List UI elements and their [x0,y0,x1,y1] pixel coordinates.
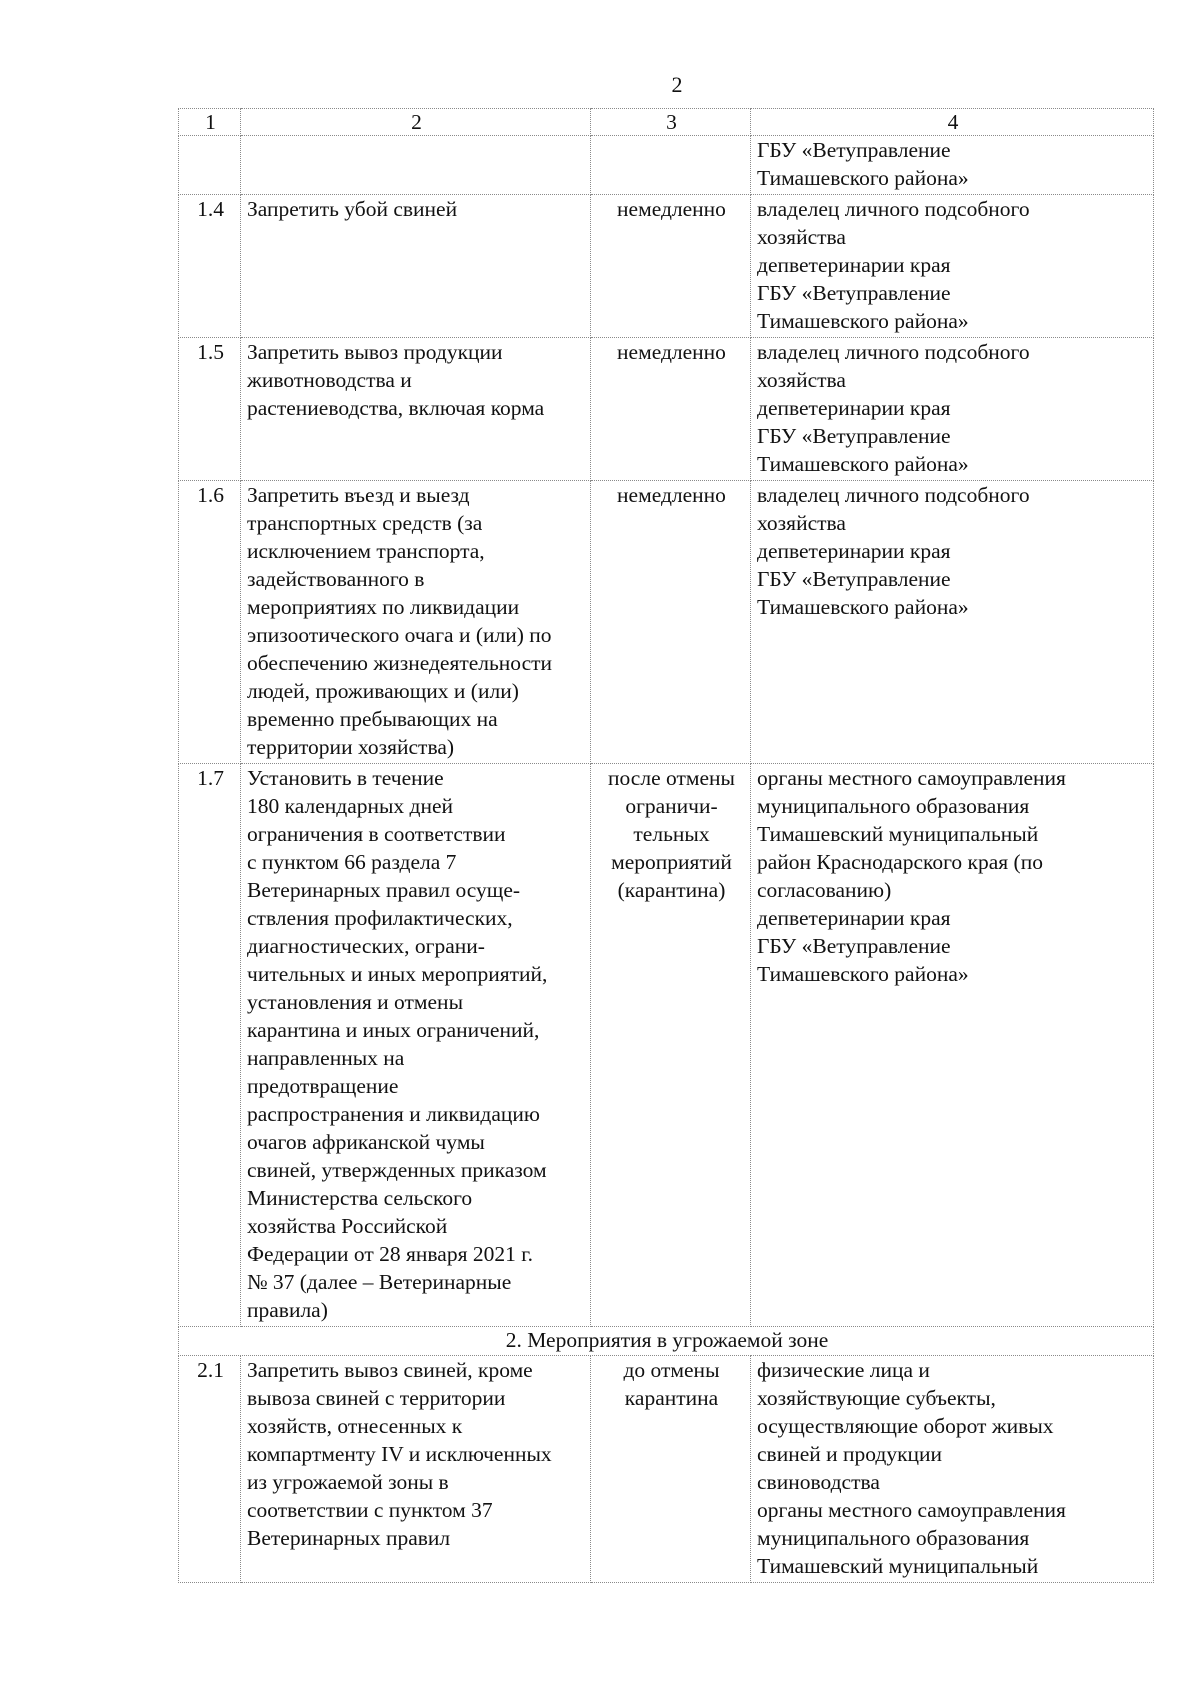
measure-cell-line: предотвращение [247,1074,399,1098]
responsible-cell [751,764,1154,1327]
deadline-cell-line: карантина [624,1386,719,1410]
measure-cell-line: Запретить убой свиней [247,197,458,221]
responsible-cell-line: Тимашевского района» [757,452,969,476]
header-col-3: 3 [591,109,751,136]
responsible-cell-line: депветеринарии края [757,253,951,277]
header-col-4: 4 [751,109,1154,136]
measure-cell-line: Ветеринарных правил осуще- [247,878,521,902]
responsible-cell-line: ГБУ «Ветуправление [757,934,951,958]
measure-cell-line: ограничения в соответствии [247,822,506,846]
measure-cell-line: направленных на [247,1046,405,1070]
measure-cell-line: вывоза свиней с территории [247,1386,506,1410]
deadline-cell-line: немедленно [617,483,726,507]
measure-cell-line: Федерации от 28 января 2021 г. [247,1242,533,1266]
measure-cell-line: 180 календарных дней [247,794,454,818]
measure-cell-line: карантина и иных ограничений, [247,1018,540,1042]
measure-cell-line: хозяйств, отнесенных к [247,1414,463,1438]
responsible-cell [751,195,1154,338]
deadline-cell [591,338,751,481]
table-row [179,195,1154,338]
deadline-cell [591,1356,751,1583]
responsible-cell-line: депветеринарии края [757,539,951,563]
item-number: 1.7 [179,764,241,1327]
measure-cell-line: исключением транспорта, [247,539,485,563]
page-number: 2 [671,72,683,97]
measure-cell-line: Министерства сельского [247,1186,473,1210]
deadline-cell [591,764,751,1327]
deadline-cell-line: ограничи- [625,794,718,818]
header-col-1: 1 [179,109,241,136]
deadline-cell-line: после отмены [608,766,735,790]
item-number: 1.6 [179,481,241,764]
item-number: 1.5 [179,338,241,481]
responsible-cell-line: хозяйства [757,511,846,535]
deadline-cell [591,136,751,195]
measure-cell-line: ствления профилактических, [247,906,513,930]
responsible-cell-line: осуществляющие оборот живых [757,1414,1054,1438]
measure-cell-line: обеспечению жизнедеятельности [247,651,553,675]
measure-cell-line: чительных и иных мероприятий, [247,962,548,986]
responsible-cell-line: Тимашевский муниципальный [757,1554,1039,1578]
responsible-cell-line: Тимашевский муниципальный [757,822,1039,846]
measure-cell [241,195,591,338]
table-row [179,1356,1154,1583]
measure-cell [241,338,591,481]
measure-cell-line: задействованного в [247,567,425,591]
responsible-cell-line: свиноводства [757,1470,880,1494]
measure-cell-line: соответствии с пунктом 37 [247,1498,493,1522]
measure-cell [241,764,591,1327]
measure-cell-line: правила) [247,1298,328,1322]
measure-cell [241,481,591,764]
table-header-row [179,109,1154,136]
responsible-cell-line: Тимашевского района» [757,309,969,333]
measure-cell-line: Установить в течение [247,766,444,790]
deadline-cell-line: мероприятий [611,850,732,874]
section-row [179,1327,1154,1356]
responsible-cell [751,1356,1154,1583]
responsible-cell-line: хозяйствующие субъекты, [757,1386,996,1410]
deadline-cell [591,481,751,764]
responsible-cell-line: муниципального образования [757,1526,1030,1550]
measure-cell-line: Запретить вывоз свиней, кроме [247,1358,533,1382]
measure-cell-line: Запретить въезд и выезд [247,483,470,507]
responsible-cell-line: органы местного самоуправления [757,766,1066,790]
table-row [179,481,1154,764]
responsible-cell-line: депветеринарии края [757,906,951,930]
responsible-cell-line: органы местного самоуправления [757,1498,1066,1522]
measure-cell-line: территории хозяйства) [247,735,455,759]
measure-cell-line: из угрожаемой зоны в [247,1470,449,1494]
measure-cell-line: установления и отмены [247,990,464,1014]
responsible-cell-line: физические лица и [757,1358,930,1382]
deadline-cell [591,195,751,338]
table-row [179,338,1154,481]
measure-cell-line: мероприятиях по ликвидации [247,595,520,619]
item-number: 1.4 [179,195,241,338]
responsible-cell [751,136,1154,195]
measure-cell [241,1356,591,1583]
section-title: 2. Мероприятия в угрожаемой зоне [179,1327,1154,1356]
measure-cell-line: людей, проживающих и (или) [247,679,519,703]
responsible-cell-line: хозяйства [757,368,846,392]
responsible-cell-line: ГБУ «Ветуправление [757,281,951,305]
responsible-cell-line: ГБУ «Ветуправление [757,138,951,162]
responsible-cell [751,481,1154,764]
measure-cell-line: с пунктом 66 раздела 7 [247,850,457,874]
measure-cell-line: эпизоотического очага и (или) по [247,623,552,647]
item-number [179,136,241,195]
responsible-cell-line: ГБУ «Ветуправление [757,424,951,448]
measure-cell-line: Ветеринарных правил [247,1526,451,1550]
responsible-cell-line: депветеринарии края [757,396,951,420]
responsible-cell-line: Тимашевского района» [757,962,969,986]
responsible-cell-line: муниципального образования [757,794,1030,818]
measure-cell-line: растениеводства, включая корма [247,396,545,420]
responsible-cell-line: хозяйства [757,225,846,249]
deadline-cell-line: немедленно [617,340,726,364]
measure-cell-line: животноводства и [247,368,412,392]
responsible-cell-line: Тимашевского района» [757,595,969,619]
table-row [179,764,1154,1327]
table-row [179,136,1154,195]
measure-cell-line: хозяйства Российской [247,1214,448,1238]
responsible-cell-line: владелец личного подсобного [757,483,1030,507]
responsible-cell-line: согласованию) [757,878,892,902]
measure-cell-line: транспортных средств (за [247,511,483,535]
measure-cell-line: диагностических, ограни- [247,934,485,958]
measures-table [178,108,1154,1583]
measure-cell-line: Запретить вывоз продукции [247,340,503,364]
deadline-cell-line: немедленно [617,197,726,221]
measure-cell-line: временно пребывающих на [247,707,498,731]
responsible-cell-line: Тимашевского района» [757,166,969,190]
deadline-cell-line: тельных [633,822,710,846]
deadline-cell-line: (карантина) [617,878,726,902]
measure-cell-line: очагов африканской чумы [247,1130,485,1154]
measure-cell-line: распространения и ликвидацию [247,1102,540,1126]
measure-cell-line: свиней, утвержденных приказом [247,1158,547,1182]
measure-cell-line: № 37 (далее – Ветеринарные [247,1270,512,1294]
responsible-cell-line: район Краснодарского края (по [757,850,1043,874]
measure-cell [241,136,591,195]
responsible-cell-line: ГБУ «Ветуправление [757,567,951,591]
responsible-cell-line: владелец личного подсобного [757,340,1030,364]
responsible-cell-line: свиней и продукции [757,1442,943,1466]
responsible-cell [751,338,1154,481]
deadline-cell-line: до отмены [623,1358,720,1382]
responsible-cell-line: владелец личного подсобного [757,197,1030,221]
item-number: 2.1 [179,1356,241,1583]
header-col-2: 2 [241,109,591,136]
measure-cell-line: компартменту IV и исключенных [247,1442,552,1466]
